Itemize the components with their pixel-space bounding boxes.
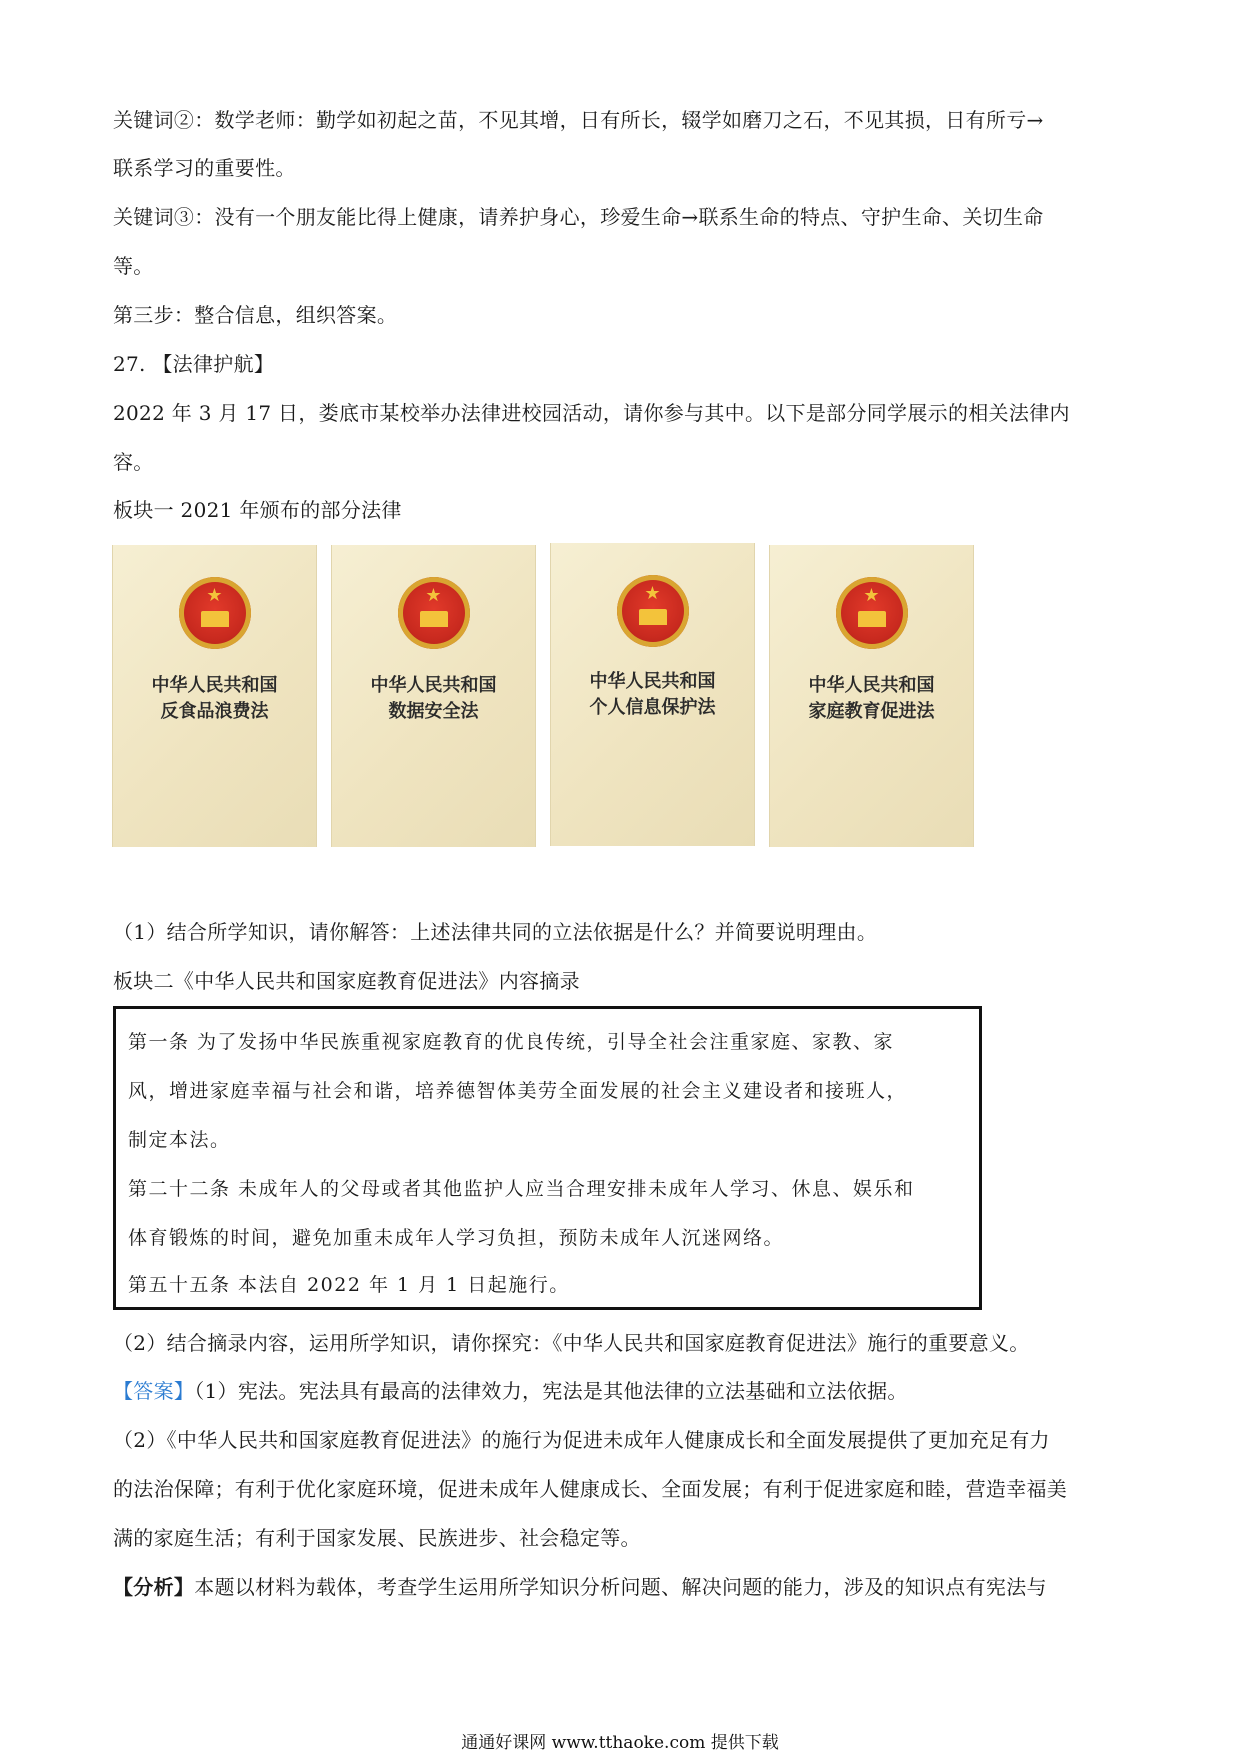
answer-tag: 【答案】 (113, 1379, 195, 1403)
book-title: 中华人民共和国 个人信息保护法 (589, 671, 716, 718)
excerpt-line: 第二十二条 未成年人的父母或者其他监护人应当合理安排未成年人学习、休息、娱乐和 (128, 1178, 915, 1200)
law-book-cover (331, 545, 536, 847)
question-2: （2）结合摘录内容，运用所学知识，请你探究：《中华人民共和国家庭教育促进法》施行的重要意义。 (113, 1331, 1030, 1355)
text-line: 关键词②：数学老师：勤学如初起之苗，不见其增，日有所长，辍学如磨刀之石，不见其损，日有所亏→ (113, 108, 1044, 132)
excerpt-line: 第一条 为了发扬中华民族重视家庭教育的优良传统，引导全社会注重家庭、家教、家 (128, 1031, 895, 1053)
answer-line: 的法治保障；有利于优化家庭环境，促进未成年人健康成长、全面发展；有利于促进家庭和睦，营造幸福美 (113, 1477, 1068, 1501)
excerpt-line: 制定本法。 (128, 1129, 231, 1151)
answer-line (113, 1378, 908, 1404)
analysis-line (113, 1574, 1047, 1600)
book-title: 中华人民共和国 反食品浪费法 (151, 675, 278, 722)
text-line: 关键词③：没有一个朋友能比得上健康，请养护身心，珍爱生命→联系生命的特点、守护生命、关切生命 (113, 205, 1044, 229)
law-books-image (112, 545, 972, 847)
law-book-cover (550, 543, 755, 846)
excerpt-line: 体育锻炼的时间，避免加重未成年人学习负担，预防未成年人沉迷网络。 (128, 1227, 785, 1249)
text-line: 2022 年 3 月 17 日，娄底市某校举办法律进校园活动，请你参与其中。以下是部分同学展示的相关法律内 (113, 401, 1070, 425)
analysis-tag: 【分析】 (113, 1575, 195, 1599)
text-line: 等。 (113, 254, 154, 278)
text-line: 联系学习的重要性。 (113, 156, 296, 180)
answer-line: （2）《中华人民共和国家庭教育促进法》的施行为促进未成年人健康成长和全面发展提供了更加充足有力 (113, 1428, 1050, 1452)
national-emblem-icon: ★ (617, 575, 689, 647)
page-footer: 通通好课网 www.tthaoke.com 提供下载 (461, 1733, 779, 1753)
national-emblem-icon: ★ (179, 577, 251, 649)
text-line: 容。 (113, 450, 154, 474)
excerpt-line: 第五十五条 本法自 2022 年 1 月 1 日起施行。 (128, 1274, 570, 1296)
section-title-block1: 板块一 2021 年颁布的部分法律 (113, 498, 402, 522)
excerpt-line: 风，增进家庭幸福与社会和谐，培养德智体美劳全面发展的社会主义建设者和接班人， (128, 1080, 908, 1102)
national-emblem-icon: ★ (836, 577, 908, 649)
book-title: 中华人民共和国 家庭教育促进法 (808, 675, 935, 722)
law-book-cover (112, 545, 317, 847)
section-title-block2: 板块二《中华人民共和国家庭教育促进法》内容摘录 (113, 969, 580, 993)
question-heading: 27. 【法律护航】 (113, 352, 275, 376)
national-emblem-icon: ★ (398, 577, 470, 649)
law-book-cover (769, 545, 974, 847)
answer-text: （1）宪法。宪法具有最高的法律效力，宪法是其他法律的立法基础和立法依据。 (194, 1379, 908, 1403)
text-line: 第三步：整合信息，组织答案。 (113, 303, 398, 327)
answer-line: 满的家庭生活；有利于国家发展、民族进步、社会稳定等。 (113, 1526, 641, 1550)
analysis-text: 本题以材料为载体，考查学生运用所学知识分析问题、解决问题的能力，涉及的知识点有宪法与 (194, 1575, 1047, 1599)
question-1: （1）结合所学知识，请你解答：上述法律共同的立法依据是什么？并简要说明理由。 (113, 920, 878, 944)
book-title: 中华人民共和国 数据安全法 (370, 675, 497, 722)
